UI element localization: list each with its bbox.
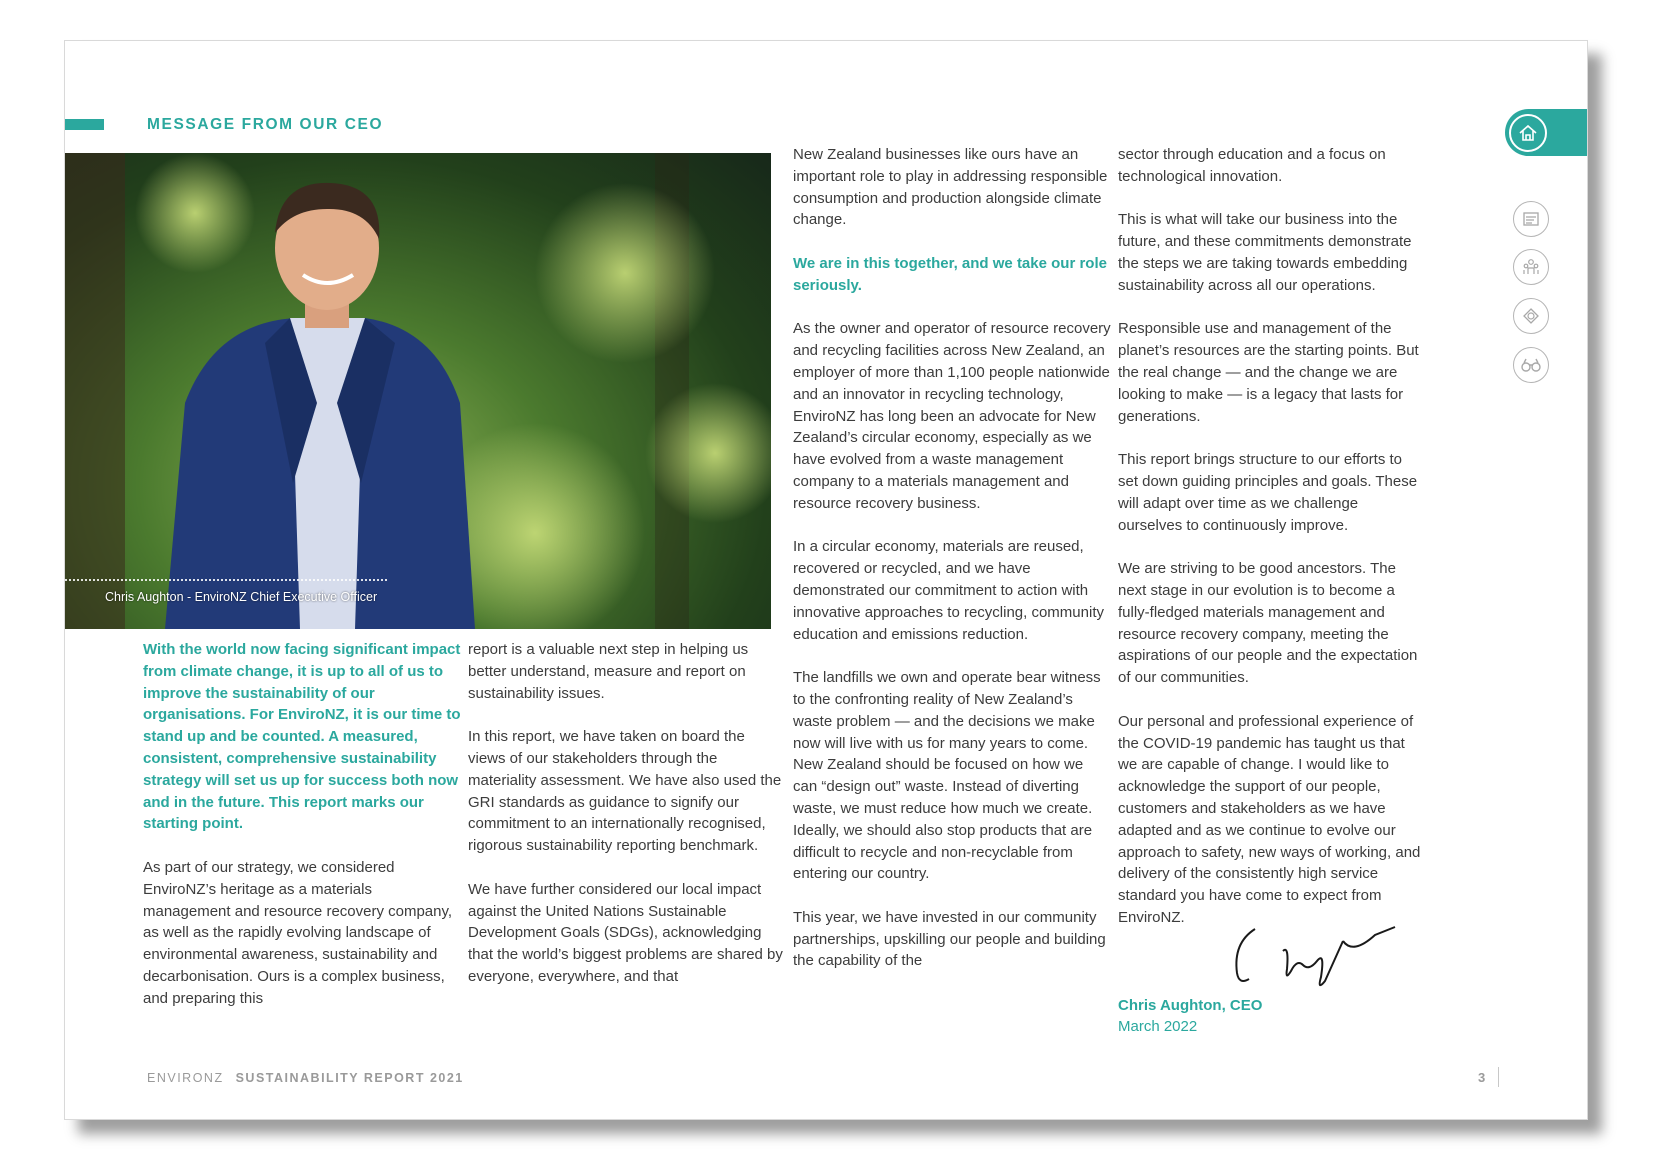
body-paragraph: The landfills we own and operate bear witness to the confronting reality of New Zealand’s waste problem — and the decisions we make now will live with us for many years to come. New Zealand should be focused on how we can “design out” waste. Instead of diverting waste, we must reduce how much we create. Ideally, we should also stop products that are difficult to recycle and non-recyclable from entering our country. (793, 669, 1101, 883)
body-paragraph: This year, we have invested in our community partnerships, upskilling our people and building the capability of the (793, 908, 1106, 970)
body-paragraph: Our personal and professional experience of the COVID-19 pandemic has taught us that we are capable of change. I would like to acknowledge the support of our people, customers and stakeholders as we have adapted and as we continue to evolve our approach to safety, new ways of working, and delivery of the consistently high service standard you have come to expect from EnviroNZ. (1118, 712, 1421, 926)
home-icon[interactable] (1509, 114, 1547, 152)
body-paragraph: This is what will take our business into the future, and these commitments demonstrate the steps we are taking towards embedding sustainability across all our operations. (1118, 211, 1412, 294)
body-paragraph: This report brings structure to our efforts to set down guiding principles and goals. These will adapt over time as we challenge ourselves to continuously improve. (1118, 451, 1418, 534)
ceo-signature (1225, 921, 1405, 991)
text-column-4 (1118, 144, 1424, 1038)
body-paragraph: As part of our strategy, we considered EnviroNZ’s heritage as a materials management and resource recovery company, as well as the rapidly evolving landscape of environmental awareness, sustainability and decarbonisation. Ours is a complex business, and preparing this (143, 858, 453, 1007)
binoculars-icon[interactable] (1513, 347, 1549, 383)
body-paragraph: In this report, we have taken on board the views of our stakeholders through the materiality assessment. We have also used the GRI standards as guidance to signify our commitment to an internationally recognised, rigorous sustainability reporting benchmark. (468, 728, 782, 855)
text-column-2 (468, 639, 786, 1010)
photo-caption: Chris Aughton - EnviroNZ Chief Executive Officer (105, 590, 378, 604)
leaf-recycle-icon[interactable] (1513, 298, 1549, 334)
page-number: 3 (1478, 1070, 1486, 1085)
body-paragraph: New Zealand businesses like ours have an important role to play in addressing responsible consumption and production alongside climate change. (793, 146, 1108, 229)
ceo-photo (65, 153, 771, 629)
report-page (64, 40, 1588, 1120)
signatory-name: Chris Aughton, CEO (1118, 996, 1263, 1014)
section-accent-bar (65, 119, 104, 130)
page-footer (147, 1071, 464, 1085)
signature-date: March 2022 (1118, 1018, 1198, 1036)
body-paragraph: As the owner and operator of resource recovery and recycling facilities across New Zealand, an employer of more than 1,100 people nationwide and an innovator in recycling technology, EnviroNZ has long been an advocate for New Zealand’s circular economy, especially as we have evolved from a waste management company to a materials management and resource recovery business. (793, 320, 1111, 512)
body-paragraph: sector through education and a focus on technological innovation. (1118, 146, 1386, 185)
text-column-1 (143, 639, 461, 1031)
footer-brand: ENVIRONZ (147, 1071, 224, 1085)
body-paragraph: We are striving to be good ancestors. The next stage in our evolution is to become a fully-fledged materials management and resource recovery company, meeting the aspirations of our people and the expectation of our communities. (1118, 560, 1418, 687)
people-icon[interactable] (1513, 249, 1549, 285)
footer-report-title: SUSTAINABILITY REPORT 2021 (235, 1071, 464, 1085)
highlight-paragraph: We are in this together, and we take our role seriously. (793, 254, 1107, 294)
body-paragraph: We have further considered our local impact against the United Nations Sustainable Development Goals (SDGs), acknowledging that the world’s biggest problems are shared by everyone, everywhere, and that (468, 880, 783, 985)
body-paragraph: report is a valuable next step in helping us better understand, measure and report on sustainability issues. (468, 641, 749, 702)
report-icon[interactable] (1513, 201, 1549, 237)
intro-paragraph: With the world now facing significant impact from climate change, it is up to all of us to improve the sustainability of our organisations. For EnviroNZ, it is our time to stand up and be counted. A measured, consistent, comprehensive sustainability strategy will set us up for success both now and in the future. This report marks our starting point. (143, 641, 461, 833)
caption-divider (65, 579, 387, 581)
text-column-3 (793, 144, 1111, 994)
body-paragraph: Responsible use and management of the planet’s resources are the starting points. But the real change — and the change we are looking to make — is a legacy that lasts for generations. (1118, 320, 1419, 425)
section-title: MESSAGE FROM OUR CEO (147, 116, 384, 133)
body-paragraph: In a circular economy, materials are reused, recovered or recycled, and we have demonstrated our commitment to action with innovative approaches to recycling, community education and emissions reduction. (793, 538, 1104, 643)
page-number-divider (1498, 1067, 1499, 1087)
